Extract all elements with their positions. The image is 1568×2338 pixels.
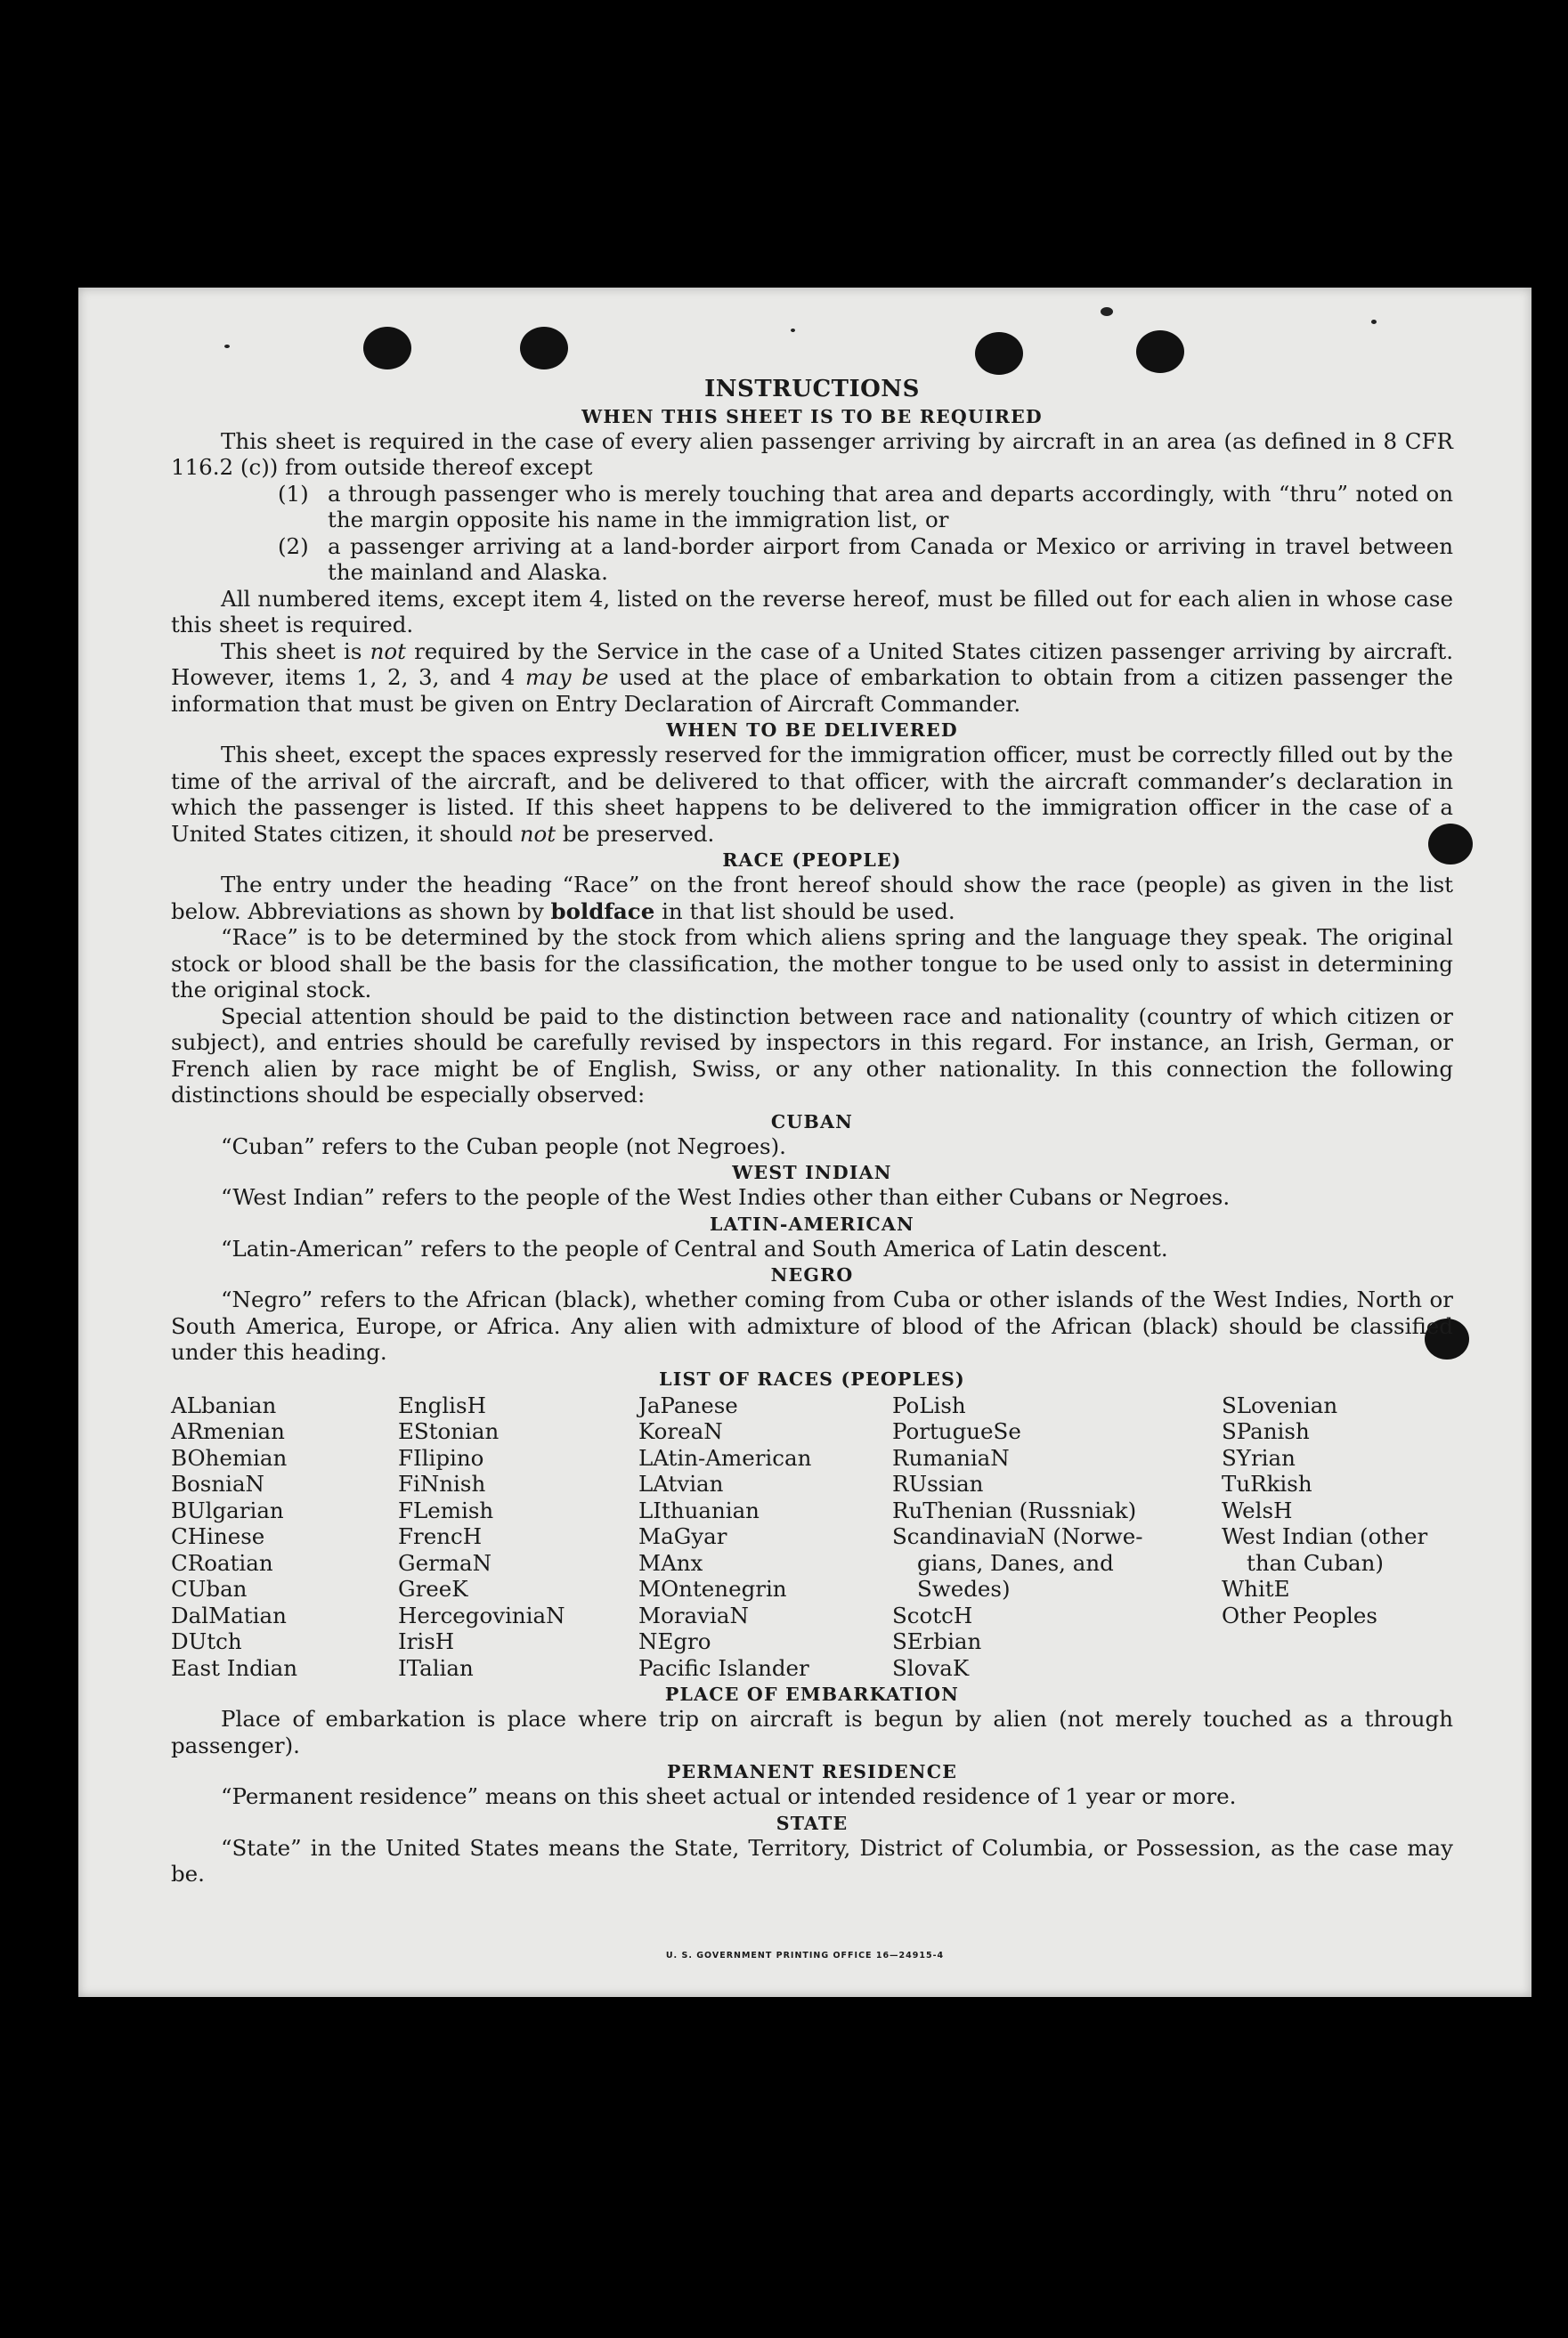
bold-text: boldface (550, 897, 655, 924)
race-entry: PoLish (892, 1392, 966, 1418)
race-entry: SYrian (1222, 1444, 1296, 1471)
race-entry: BOhemian (171, 1444, 288, 1471)
race-entry: IrisH (398, 1628, 455, 1654)
race-entry: PortugueSe (892, 1418, 1021, 1444)
heading-negro: NEGRO (770, 1264, 854, 1286)
race-entry: Pacific Islander (638, 1654, 809, 1681)
races-column-1 (171, 1392, 398, 1682)
race-entry: LIthuanian (638, 1497, 760, 1523)
race-entry-continued: gians, Danes, and (917, 1549, 1114, 1576)
race-entry: DalMatian (171, 1602, 287, 1628)
race-entry: EStonian (398, 1418, 500, 1444)
race-entry: FiNnish (398, 1471, 486, 1497)
race-entry: ARmenian (171, 1418, 285, 1444)
page-title: INSTRUCTIONS (704, 376, 920, 402)
emphasis: not (519, 820, 557, 847)
numbered-items-paragraph: All numbered items, except item 4, listed on the reverse hereof, must be filled out for each alien in whose case this sheet is required. (171, 585, 1453, 637)
document-sheet (78, 288, 1531, 1997)
exception-item-1 (278, 481, 1453, 533)
item-number: (1) (278, 480, 309, 507)
latin-american-paragraph: “Latin-American” refers to the people of Central and South America of Latin descent. (221, 1235, 1168, 1262)
race-entry: MoraviaN (638, 1602, 749, 1628)
race-entry: DUtch (171, 1628, 242, 1654)
race-entry: FLemish (398, 1497, 494, 1523)
speck (224, 345, 230, 348)
race-entry: SErbian (892, 1628, 982, 1654)
race-entry: CUban (171, 1576, 248, 1602)
race-entry: ALbanian (171, 1392, 277, 1418)
required-intro: This sheet is required in the case of every alien passenger arriving by aircraft in an area (as defined in 8 CFR 116.2 (c)) from outside thereof except (171, 427, 1453, 480)
heading-residence: PERMANENT RESIDENCE (666, 1761, 958, 1782)
item-text: a through passenger who is merely touching that area and departs accordingly, with “thru” noted on the margin opposite his name in the immigration list, or (328, 480, 1453, 532)
emphasis: may be (524, 664, 609, 690)
punch-hole (1136, 330, 1184, 373)
race-entry: BUlgarian (171, 1497, 284, 1523)
race-entry: ITalian (398, 1654, 474, 1681)
heading-delivered: WHEN TO BE DELIVERED (666, 719, 958, 741)
race-entry: MAnx (638, 1549, 703, 1576)
race-entry: RumaniaN (892, 1444, 1010, 1471)
embarkation-paragraph: Place of embarkation is place where trip on aircraft is begun by alien (not merely touched as a through passenger). (171, 1706, 1453, 1758)
race-entry: HercegoviniaN (398, 1602, 565, 1628)
punch-hole (363, 327, 411, 369)
text: used at the place of embarkation to obtain from a citizen passenger the information that must be given on Entry Declaration of Aircraft Commander. (171, 664, 1453, 717)
heading-cuban: CUBAN (770, 1110, 854, 1132)
race-entry: FIlipino (398, 1444, 484, 1471)
races-column-2 (398, 1392, 638, 1682)
race-paragraph-2: “Race” is to be determined by the stock from which aliens spring and the language they speak. The original stock or blood shall be the basis for the classification, the mother tongue to be used only to assist in determining the original stock. (171, 924, 1453, 1003)
races-list (171, 1392, 1453, 1682)
race-entry: GermaN (398, 1549, 492, 1576)
state-paragraph: “State” in the United States means the State, Territory, District of Columbia, or Possession, as the case may be. (171, 1834, 1453, 1887)
text: The entry under the heading “Race” on the front hereof should show the race (people) as given in the list below. Abbreviations as shown by (171, 872, 1453, 924)
punch-hole (520, 327, 568, 369)
race-entry: LAtvian (638, 1471, 724, 1497)
race-entry: JaPanese (638, 1392, 738, 1418)
race-entry: SLovenian (1222, 1392, 1338, 1418)
text: be preserved. (556, 820, 715, 847)
heading-race: RACE (PEOPLE) (722, 849, 902, 871)
race-entry-continued: than Cuban) (1247, 1549, 1384, 1576)
printing-office-footer: U. S. GOVERNMENT PRINTING OFFICE 16—24915-4 (665, 1951, 945, 1961)
race-entry: ScotcH (892, 1602, 973, 1628)
delivered-paragraph (171, 742, 1453, 847)
speck (791, 329, 795, 332)
race-entry: EnglisH (398, 1392, 486, 1418)
race-entry: MaGyar (638, 1523, 727, 1549)
race-entry: East Indian (171, 1654, 298, 1681)
race-entry: BosniaN (171, 1471, 264, 1497)
races-column-5 (1222, 1392, 1453, 1682)
race-entry: West Indian (other (1222, 1523, 1428, 1549)
residence-paragraph: “Permanent residence” means on this sheet actual or intended residence of 1 year or more. (221, 1783, 1237, 1809)
cuban-paragraph: “Cuban” refers to the Cuban people (not Negroes). (221, 1132, 786, 1159)
instructions-content (171, 377, 1453, 1887)
citizen-paragraph (171, 638, 1453, 718)
emphasis: not (370, 637, 406, 664)
item-number: (2) (278, 532, 309, 559)
heading-west-indian: WEST INDIAN (732, 1162, 892, 1183)
negro-paragraph: “Negro” refers to the African (black), whether coming from Cuba or other islands of the West Indies, North or South America, Europe, or Africa. Any alien with admixture of blood of the African (black) should be classified under this heading. (171, 1287, 1453, 1365)
race-paragraph-1 (171, 872, 1453, 924)
race-entry: CHinese (171, 1523, 265, 1549)
race-entry: MOntenegrin (638, 1576, 787, 1602)
race-entry: KoreaN (638, 1418, 723, 1444)
text: required by the Service in the case of a United States citizen passenger arriving by aircraft. However, items 1, 2, 3, and 4 (171, 637, 1453, 690)
heading-required: WHEN THIS SHEET IS TO BE REQUIRED (581, 405, 1043, 427)
race-entry: CRoatian (171, 1549, 273, 1576)
race-paragraph-3: Special attention should be paid to the distinction between race and nationality (country of which citizen or subject), and entries should be carefully revised by inspectors in this regard. For instance, an Irish, German, or French alien by race might be of English, Swiss, or any other nationality. In this connection the following distinctions should be especially observed: (171, 1003, 1453, 1108)
races-column-3 (638, 1392, 892, 1682)
race-entry: TuRkish (1222, 1471, 1312, 1497)
west-indian-paragraph: “West Indian” refers to the people of the West Indies other than either Cubans or Negroes. (221, 1184, 1231, 1210)
race-entry: FrencH (398, 1523, 483, 1549)
race-entry: RUssian (892, 1471, 984, 1497)
race-entry: SPanish (1222, 1418, 1310, 1444)
race-entry-continued: Swedes) (917, 1576, 1011, 1602)
race-entry: RuThenian (Russniak) (892, 1497, 1137, 1523)
text: This sheet is (221, 637, 370, 664)
race-entry: LAtin-American (638, 1444, 812, 1471)
speck (1101, 307, 1113, 316)
heading-state: STATE (776, 1812, 849, 1834)
race-entry: NEgro (638, 1628, 711, 1654)
heading-list-of-races: LIST OF RACES (PEOPLES) (659, 1368, 965, 1390)
punch-hole (975, 332, 1023, 375)
races-column-4 (892, 1392, 1222, 1682)
race-entry: WelsH (1222, 1497, 1293, 1523)
race-entry: SlovaK (892, 1654, 970, 1681)
race-entry: GreeK (398, 1576, 468, 1602)
heading-embarkation: PLACE OF EMBARKATION (664, 1684, 960, 1705)
race-entry: Other Peoples (1222, 1602, 1377, 1628)
text: in that list should be used. (654, 897, 955, 924)
heading-latin-american: LATIN-AMERICAN (710, 1213, 914, 1235)
race-entry: WhitE (1222, 1576, 1290, 1602)
speck (1371, 320, 1377, 324)
text: This sheet, except the spaces expressly reserved for the immigration officer, must be correctly filled out by the time of the arrival of the aircraft, and be delivered to that officer, with the aircraft commander’s declaration in which the passenger is listed. If this sheet happens to be delivered to the immigration officer in the case of a United States citizen, it should (171, 742, 1453, 847)
exception-item-2 (278, 533, 1453, 586)
item-text: a passenger arriving at a land-border airport from Canada or Mexico or arriving in travel between the mainland and Alaska. (328, 532, 1453, 585)
race-entry: ScandinaviaN (Norwe- (892, 1523, 1143, 1549)
